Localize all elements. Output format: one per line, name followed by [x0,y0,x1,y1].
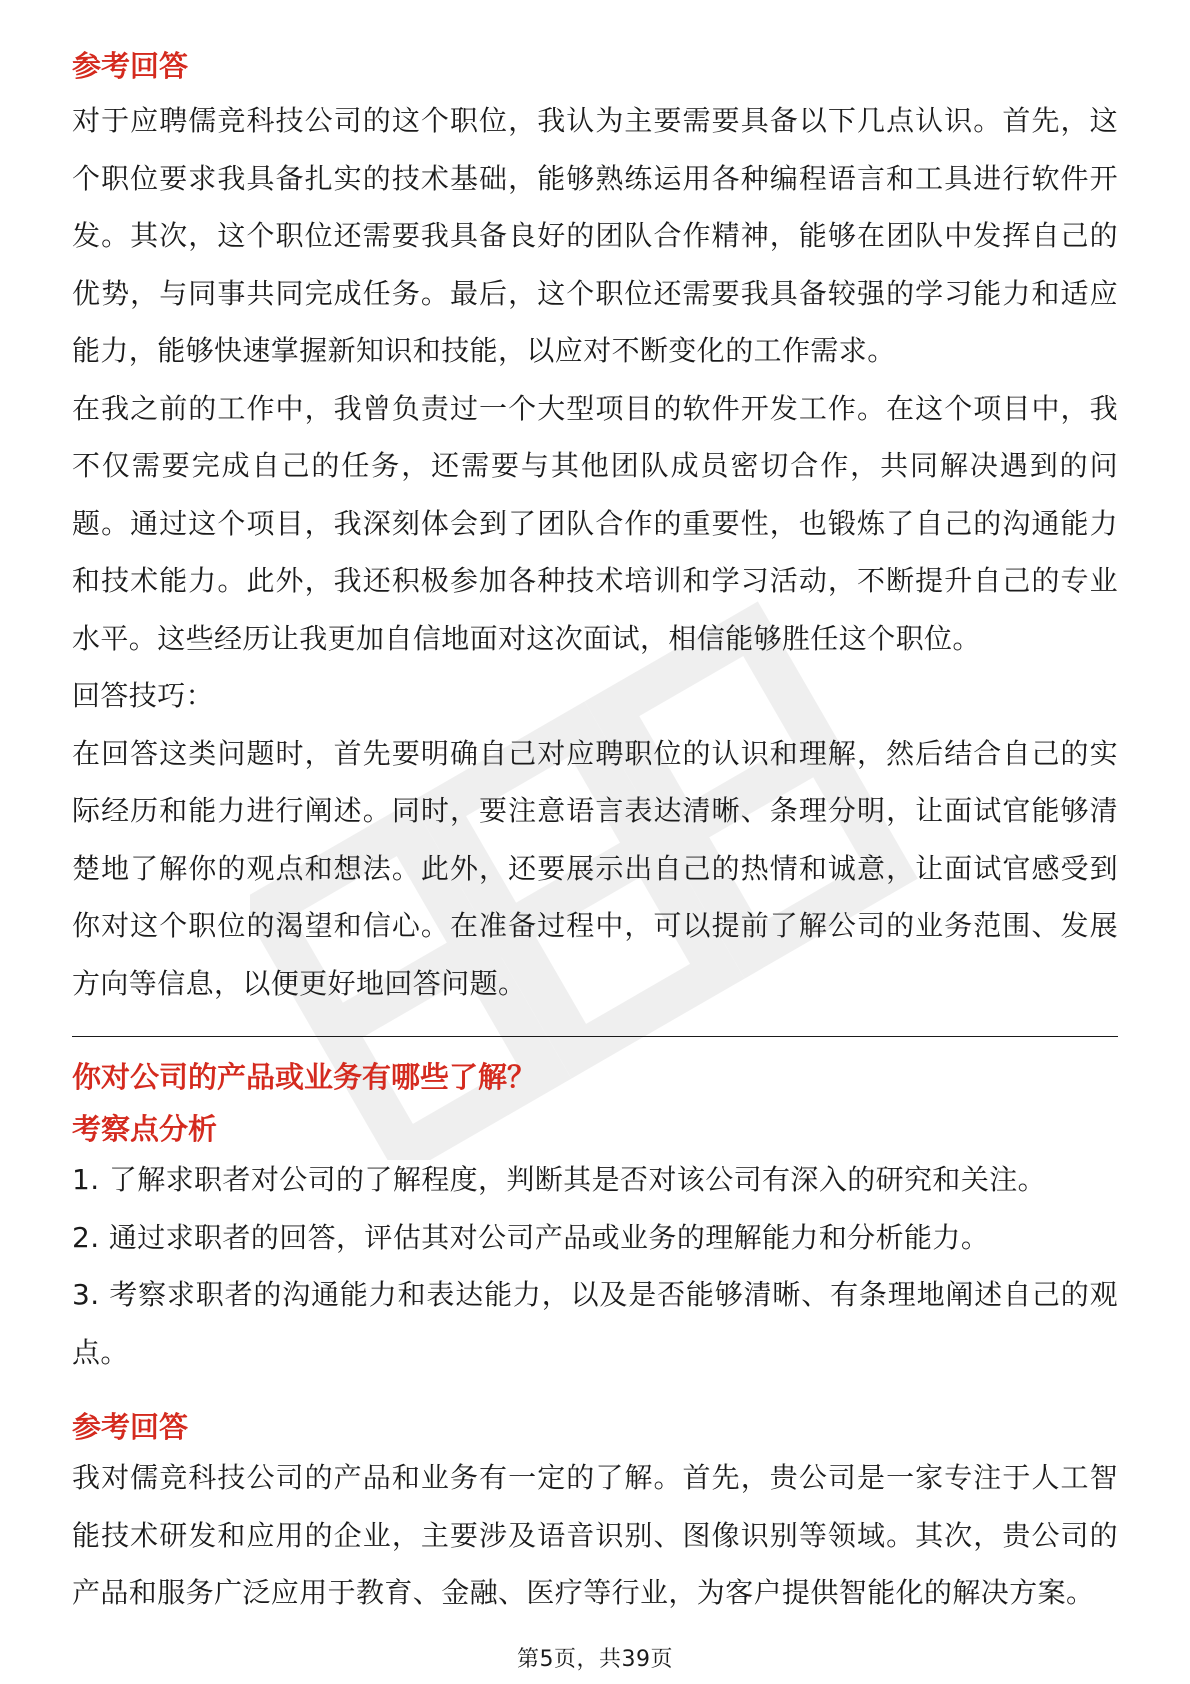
tips-paragraph: 在回答这类问题时，首先要明确自己对应聘职位的认识和理解，然后结合自己的实际经历和能力进行阐述。同时，要注意语言表达清晰、条理分明，让面试官能够清楚地了解你的观点和想法。此外，还要展示出自己的热情和诚意，让面试官感受到你对这个职位的渴望和信心。在准备过程中，可以提前了解公司的业务范围、发展方向等信息，以便更好地回答问题。 [72,736,1118,1000]
answer-paragraph-2: 在我之前的工作中，我曾负责过一个大型项目的软件开发工作。在这个项目中，我不仅需要完成自己的任务，还需要与其他团队成员密切合作，共同解决遇到的问题。通过这个项目，我深刻体会到了团队合作的重要性，也锻炼了自己的沟通能力和技术能力。此外，我还积极参加各种技术培训和学习活动，不断提升自己的专业水平。这些经历让我更加自信地面对这次面试，相信能够胜任这个职位。 [72,391,1118,655]
analysis-item-3: 3. 考察求职者的沟通能力和表达能力，以及是否能够清晰、有条理地阐述自己的观点。 [72,1278,1118,1369]
main-content [72,46,1118,1622]
answer-paragraph-3: 我对儒竞科技公司的产品和业务有一定的了解。首先，贵公司是一家专注于人工智能技术研发和应用的企业，主要涉及语音识别、图像识别等领域。其次，贵公司的产品和服务广泛应用于教育、金融、医疗等行业，为客户提供智能化的解决方案。 [72,1461,1118,1609]
question-title: 你对公司的产品或业务有哪些了解？ [72,1060,537,1094]
analysis-heading: 考察点分析 [72,1112,218,1146]
reference-answer-heading: 参考回答 [72,49,189,83]
answer-paragraph-1: 对于应聘儒竞科技公司的这个职位，我认为主要需要具备以下几点认识。首先，这个职位要求我具备扎实的技术基础，能够熟练运用各种编程语言和工具进行软件开发。其次，这个职位还需要我具备良好的团队合作精神，能够在团队中发挥自己的优势，与同事共同完成任务。最后，这个职位还需要我具备较强的学习能力和适应能力，能够快速掌握新知识和技能，以应对不断变化的工作需求。 [72,104,1118,367]
section-divider [72,1036,1118,1037]
page-number: 第5页，共39页 [517,1647,673,1672]
analysis-list [72,1151,1118,1381]
tips-label: 回答技巧： [72,679,215,712]
analysis-item-1: 1. 了解求职者对公司的了解程度，判断其是否对该公司有深入的研究和关注。 [72,1163,1047,1196]
analysis-item-2: 2. 通过求职者的回答，评估其对公司产品或业务的理解能力和分析能力。 [72,1220,990,1254]
reference-answer-heading-2: 参考回答 [72,1410,189,1444]
